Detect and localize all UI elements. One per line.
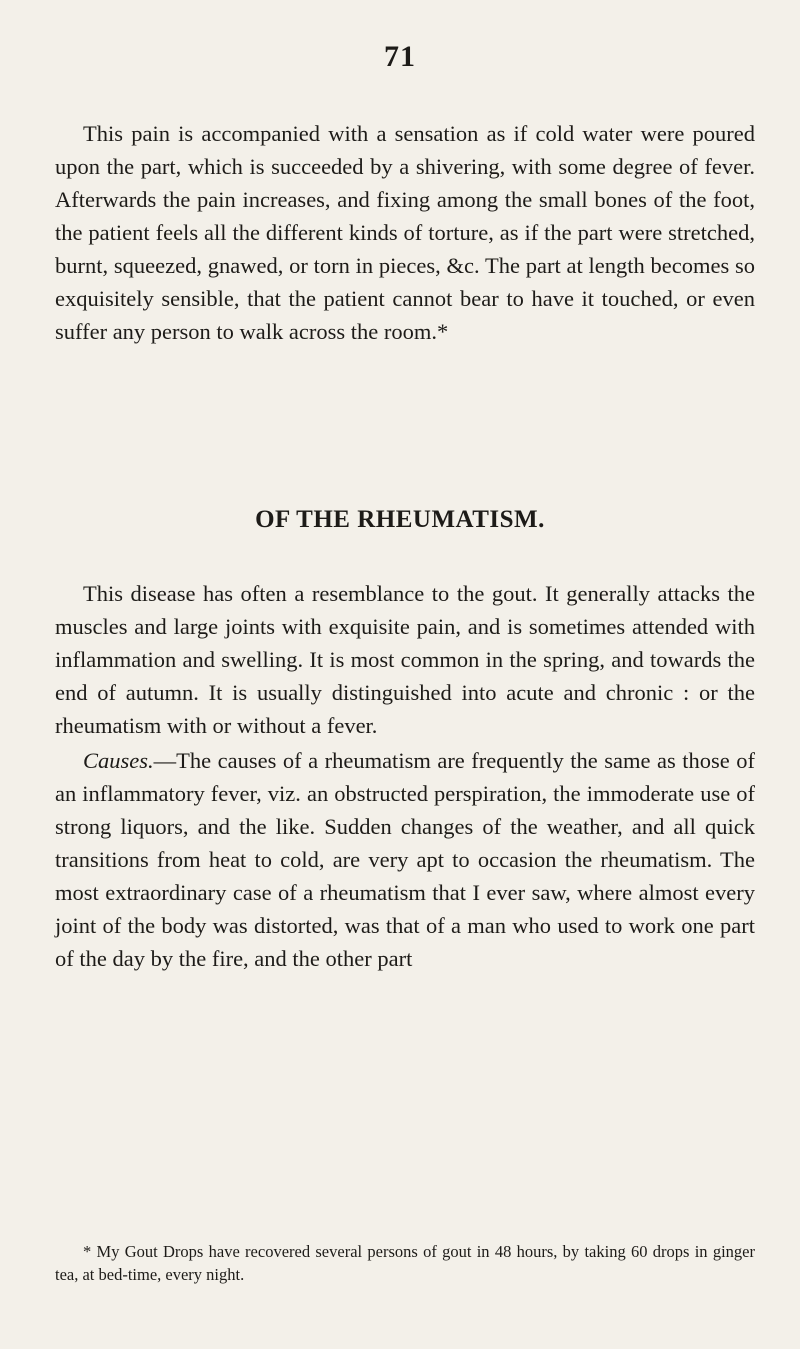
paragraph-rheumatism-intro — [55, 577, 755, 742]
section-heading: OF THE RHEUMATISM. — [255, 506, 545, 533]
causes-text: —The causes of a rheumatism are frequently the same as those of an inflammatory fever, viz. an obstructed perspiration, the immoderate use of strong liquors, and the like. Sudden changes of the weather, and all quick transitions from heat to cold, are very apt to occasion the rheumatism. The most extraordinary case of a rheumatism that I ever saw, where almost every joint of the body was distorted, was that of a man who used to work one part of the day by the fire, and the other part — [55, 748, 755, 971]
paragraph-text: This disease has often a resemblance to the gout. It generally attacks the muscles and large joints with exquisite pain, and is sometimes attended with inflammation and swelling. It is most common in the spring, and towards the end of autumn. It is usually distinguished into acute and chronic : or the rheumatism with or without a fever. — [55, 581, 755, 738]
paragraph-text — [55, 744, 755, 975]
paragraph-text: This pain is accompanied with a sensation as if cold water were poured upon the part, which is succeeded by a shivering, with some degree of fever. Afterwards the pain increases, and fixing among the small bones of the foot, the patient feels all the different kinds of torture, as if the part were stretched, burnt, squeezed, gnawed, or torn in pieces, &c. The part at length becomes so exquisitely sensible, that the patient cannot bear to have it touched, or even suffer any person to walk across the room.* — [55, 121, 755, 344]
footnote — [55, 1240, 755, 1286]
paragraph-gout-pain — [55, 117, 755, 348]
paragraph-causes — [55, 744, 755, 975]
causes-label: Causes. — [83, 748, 154, 773]
footnote-text: * My Gout Drops have recovered several persons of gout in 48 hours, by taking 60 drops in ginger tea, at bed-time, every night. — [55, 1242, 755, 1284]
page-number: 71 — [384, 40, 416, 73]
